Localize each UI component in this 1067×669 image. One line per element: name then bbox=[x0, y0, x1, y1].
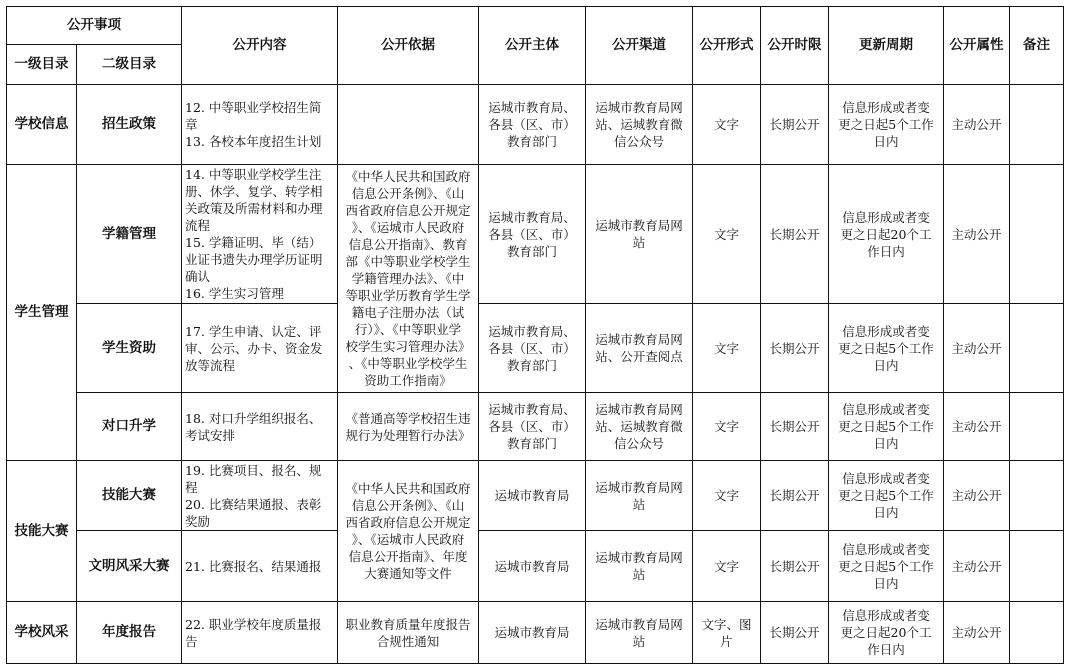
cell-line: 信息形成或者变 bbox=[842, 402, 930, 417]
cycle-cell bbox=[829, 304, 944, 393]
timelimit-cell: 长期公开 bbox=[761, 461, 829, 531]
header-content: 公开内容 bbox=[182, 7, 338, 85]
cell-line: 考试安排 bbox=[185, 427, 236, 443]
subcategory-cell: 学生资助 bbox=[77, 304, 182, 393]
subcategory-cell: 学籍管理 bbox=[77, 165, 182, 304]
cell-line: 流程 bbox=[185, 218, 211, 233]
cell-line: 》、《运城市人民政府 bbox=[351, 220, 465, 235]
header-channel: 公开渠道 bbox=[586, 7, 693, 85]
cell-line: 19. 比赛项目、报名、规 bbox=[185, 462, 322, 478]
cell-line: 《普通高等学校招生违 bbox=[345, 410, 471, 426]
cell-line: 16. 学生实习管理 bbox=[185, 286, 284, 301]
cell-line: 大赛通知等文件 bbox=[364, 566, 452, 581]
cell-line: 信公众号 bbox=[613, 134, 664, 149]
cell-line: 奖励 bbox=[185, 513, 211, 529]
cycle-cell bbox=[829, 602, 944, 664]
cell-line: 》、《运城市人民政府 bbox=[351, 532, 465, 547]
table-row bbox=[7, 531, 1064, 602]
cell-line: 运城市教育局网 bbox=[595, 100, 683, 115]
form-cell: 文字 bbox=[693, 304, 761, 393]
note-cell bbox=[1010, 165, 1064, 304]
cell-line: 更之日起20个工 bbox=[840, 226, 932, 242]
cell-line: 站 bbox=[632, 567, 646, 582]
cell-line: 、《中等职业学校学生 bbox=[348, 356, 468, 371]
cell-line: 业证书遗失办理学历证明 bbox=[185, 252, 323, 267]
cell-line: 运城市教育局网 bbox=[595, 332, 683, 347]
channel-cell bbox=[586, 85, 693, 165]
header-group: 公开事项 bbox=[7, 7, 182, 45]
cell-line: 规行为处理暂行办法》 bbox=[345, 427, 471, 443]
cell-line: 运城市教育局网 bbox=[595, 616, 683, 632]
cell-line: 15. 学籍证明、毕（结） bbox=[185, 235, 322, 250]
cell-line: 站、运城教育微 bbox=[595, 419, 683, 434]
subcategory-cell: 技能大赛 bbox=[77, 461, 182, 531]
cell-line: 《中华人民共和国政府 bbox=[345, 481, 471, 496]
cell-line: 站、运城教育微 bbox=[595, 117, 683, 132]
form-cell: 文字 bbox=[693, 531, 761, 602]
subject-cell bbox=[479, 85, 586, 165]
cell-line: 审、公示、办卡、资金发 bbox=[185, 340, 323, 356]
note-cell bbox=[1010, 85, 1064, 165]
category-cell: 技能大赛 bbox=[7, 461, 77, 602]
content-cell bbox=[182, 304, 338, 393]
header-attribute: 公开属性 bbox=[944, 7, 1010, 85]
cycle-cell bbox=[829, 393, 944, 461]
form-cell: 文字 bbox=[693, 85, 761, 165]
table-row bbox=[7, 461, 1064, 531]
table-row bbox=[7, 393, 1064, 461]
cell-line: 合规性通知 bbox=[376, 633, 440, 649]
cell-line: 资助工作指南》 bbox=[364, 373, 452, 388]
cell-line: 告 bbox=[185, 633, 198, 649]
note-cell bbox=[1010, 304, 1064, 393]
cell-line: 17. 学生申请、认定、评 bbox=[185, 323, 322, 339]
note-cell bbox=[1010, 461, 1064, 531]
subcategory-cell: 对口升学 bbox=[77, 393, 182, 461]
basis-cell bbox=[338, 602, 479, 664]
cell-line: 信息公开条例》、《山 bbox=[351, 186, 465, 201]
content-cell bbox=[182, 85, 338, 165]
attribute-cell: 主动公开 bbox=[944, 304, 1010, 393]
attribute-cell: 主动公开 bbox=[944, 602, 1010, 664]
cell-line: 更之日起5个工作 bbox=[838, 117, 934, 132]
table-row bbox=[7, 602, 1064, 664]
cell-line: 信公众号 bbox=[613, 436, 664, 451]
cell-line: 部《中等职业学校学生 bbox=[345, 254, 471, 269]
note-cell bbox=[1010, 393, 1064, 461]
cell-line: 站 bbox=[632, 496, 646, 512]
cell-line: 运城市教育局 bbox=[494, 625, 570, 640]
cell-line: 运城市教育局网 bbox=[595, 479, 683, 495]
subcategory-cell: 年度报告 bbox=[77, 602, 182, 664]
cell-line: 信息公开指南》、年度 bbox=[348, 549, 468, 564]
cell-line: 西省政府信息公开规定 bbox=[345, 515, 471, 530]
cell-line: 学籍管理办法》、《中 bbox=[351, 271, 465, 286]
form-cell: 文字 bbox=[693, 461, 761, 531]
cell-line: 13. 各校本年度招生计划 bbox=[185, 134, 322, 149]
cell-line: 各县（区、市） bbox=[488, 340, 576, 356]
basis-cell bbox=[338, 85, 479, 165]
cell-line: 运城市教育局、 bbox=[488, 209, 576, 225]
subject-cell bbox=[479, 165, 586, 304]
subcategory-cell: 招生政策 bbox=[77, 85, 182, 165]
header-note: 备注 bbox=[1010, 7, 1064, 85]
cell-line: 更之日起20个工 bbox=[840, 625, 932, 640]
table-row bbox=[7, 304, 1064, 393]
cell-line: 日内 bbox=[873, 505, 899, 520]
timelimit-cell: 长期公开 bbox=[761, 165, 829, 304]
cell-line: 册、休学、复学、转学相 bbox=[185, 184, 323, 199]
cell-line: 运城市教育局网 bbox=[595, 402, 683, 417]
cell-line: 站 bbox=[632, 235, 646, 250]
cell-line: 籍电子注册办法（试 bbox=[351, 305, 465, 320]
cell-line: 西省政府信息公开规定 bbox=[345, 203, 471, 218]
subject-cell bbox=[479, 461, 586, 531]
content-cell bbox=[182, 531, 338, 602]
cycle-cell bbox=[829, 165, 944, 304]
content-cell bbox=[182, 461, 338, 531]
cell-line: 信息形成或者变 bbox=[842, 608, 930, 623]
cell-line: 日内 bbox=[873, 134, 899, 149]
cycle-cell bbox=[829, 461, 944, 531]
cell-line: 18. 对口升学组织报名、 bbox=[185, 410, 322, 426]
header-cycle: 更新周期 bbox=[829, 7, 944, 85]
subject-cell bbox=[479, 393, 586, 461]
category-cell: 学校信息 bbox=[7, 85, 77, 165]
cell-line: 信息形成或者变 bbox=[842, 541, 930, 557]
content-cell bbox=[182, 602, 338, 664]
cell-line: 信息形成或者变 bbox=[842, 323, 930, 339]
attribute-cell: 主动公开 bbox=[944, 461, 1010, 531]
table-row bbox=[7, 85, 1064, 165]
cell-line: 更之日起5个工作 bbox=[838, 488, 934, 503]
content-cell bbox=[182, 165, 338, 304]
attribute-cell: 主动公开 bbox=[944, 531, 1010, 602]
cell-line: 运城市教育局、 bbox=[488, 100, 576, 115]
subcategory-cell: 文明风采大赛 bbox=[77, 531, 182, 602]
cell-line: 站 bbox=[632, 633, 646, 649]
table-row bbox=[7, 165, 1064, 304]
note-cell bbox=[1010, 602, 1064, 664]
channel-cell bbox=[586, 304, 693, 393]
cell-line: 确认 bbox=[185, 269, 211, 284]
category-cell: 学生管理 bbox=[7, 165, 77, 461]
channel-cell bbox=[586, 461, 693, 531]
header-subject: 公开主体 bbox=[479, 7, 586, 85]
cell-line: 运城市教育局 bbox=[494, 558, 570, 574]
category-cell: 学校风采 bbox=[7, 602, 77, 664]
cell-line: 等职业学历教育学生学 bbox=[345, 288, 471, 303]
cell-line: 信息形成或者变 bbox=[842, 209, 930, 225]
cell-line: 12. 中等职业学校招生简 bbox=[185, 100, 322, 115]
cell-line: 教育部门 bbox=[506, 357, 557, 373]
cycle-cell bbox=[829, 85, 944, 165]
basis-cell bbox=[338, 165, 479, 393]
channel-cell bbox=[586, 393, 693, 461]
cell-line: 教育部门 bbox=[506, 243, 557, 259]
cell-line: 站、公开查阅点 bbox=[595, 349, 683, 364]
cycle-cell bbox=[829, 531, 944, 602]
cell-line: 职业教育质量年度报告 bbox=[345, 616, 471, 632]
subject-cell bbox=[479, 602, 586, 664]
cell-line: 片 bbox=[720, 633, 733, 649]
cell-line: 各县（区、市） bbox=[488, 226, 576, 242]
timelimit-cell: 长期公开 bbox=[761, 304, 829, 393]
channel-cell bbox=[586, 531, 693, 602]
form-cell: 文字 bbox=[693, 393, 761, 461]
cell-line: 各县（区、市） bbox=[488, 117, 576, 132]
disclosure-table bbox=[6, 6, 1064, 664]
note-cell bbox=[1010, 531, 1064, 602]
cell-line: 程 bbox=[185, 479, 198, 495]
subject-cell bbox=[479, 531, 586, 602]
header-level2: 二级目录 bbox=[77, 45, 182, 85]
form-cell bbox=[693, 602, 761, 664]
cell-line: 运城市教育局、 bbox=[488, 323, 576, 339]
subject-cell bbox=[479, 304, 586, 393]
cell-line: 运城市教育局 bbox=[494, 488, 570, 503]
cell-line: 教育部门 bbox=[506, 436, 557, 451]
header-form: 公开形式 bbox=[693, 7, 761, 85]
basis-cell bbox=[338, 461, 479, 602]
cell-line: 作日内 bbox=[867, 642, 905, 657]
cell-line: 21. 比赛报名、结果通报 bbox=[185, 558, 322, 574]
channel-cell bbox=[586, 602, 693, 664]
cell-line: 更之日起5个工作 bbox=[838, 558, 934, 574]
timelimit-cell: 长期公开 bbox=[761, 85, 829, 165]
cell-line: 信息公开指南》、教育 bbox=[348, 237, 468, 252]
cell-line: 教育部门 bbox=[506, 134, 557, 149]
cell-line: 日内 bbox=[873, 575, 899, 591]
cell-line: 《中华人民共和国政府 bbox=[345, 169, 471, 184]
cell-line: 22. 职业学校年度质量报 bbox=[185, 616, 322, 632]
cell-line: 信息形成或者变 bbox=[842, 471, 930, 486]
attribute-cell: 主动公开 bbox=[944, 85, 1010, 165]
header-basis: 公开依据 bbox=[338, 7, 479, 85]
cell-line: 信息公开条例》、《山 bbox=[351, 498, 465, 513]
attribute-cell: 主动公开 bbox=[944, 165, 1010, 304]
timelimit-cell: 长期公开 bbox=[761, 531, 829, 602]
cell-line: 20. 比赛结果通报、表彰 bbox=[185, 496, 322, 512]
content-cell bbox=[182, 393, 338, 461]
cell-line: 放等流程 bbox=[185, 357, 236, 373]
basis-cell bbox=[338, 393, 479, 461]
cell-line: 14. 中等职业学校学生注 bbox=[185, 167, 322, 182]
cell-line: 信息形成或者变 bbox=[842, 100, 930, 115]
cell-line: 日内 bbox=[873, 436, 899, 451]
timelimit-cell: 长期公开 bbox=[761, 602, 829, 664]
cell-line: 运城市教育局、 bbox=[488, 402, 576, 417]
cell-line: 章 bbox=[185, 117, 198, 132]
cell-line: 各县（区、市） bbox=[488, 419, 576, 434]
cell-line: 关政策及所需材料和办理 bbox=[185, 201, 323, 216]
form-cell: 文字 bbox=[693, 165, 761, 304]
cell-line: 文字、图 bbox=[701, 616, 752, 632]
cell-line: 作日内 bbox=[867, 243, 905, 259]
cell-line: 校学生实习管理办法》 bbox=[345, 339, 471, 354]
cell-line: 运城市教育局网 bbox=[595, 550, 683, 565]
cell-line: 日内 bbox=[873, 357, 899, 373]
cell-line: 更之日起5个工作 bbox=[838, 419, 934, 434]
attribute-cell: 主动公开 bbox=[944, 393, 1010, 461]
header-level1: 一级目录 bbox=[7, 45, 77, 85]
header-timelimit: 公开时限 bbox=[761, 7, 829, 85]
timelimit-cell: 长期公开 bbox=[761, 393, 829, 461]
cell-line: 更之日起5个工作 bbox=[838, 340, 934, 356]
cell-line: 行）》、《中等职业学 bbox=[354, 322, 462, 337]
channel-cell bbox=[586, 165, 693, 304]
cell-line: 运城市教育局网 bbox=[595, 218, 683, 233]
